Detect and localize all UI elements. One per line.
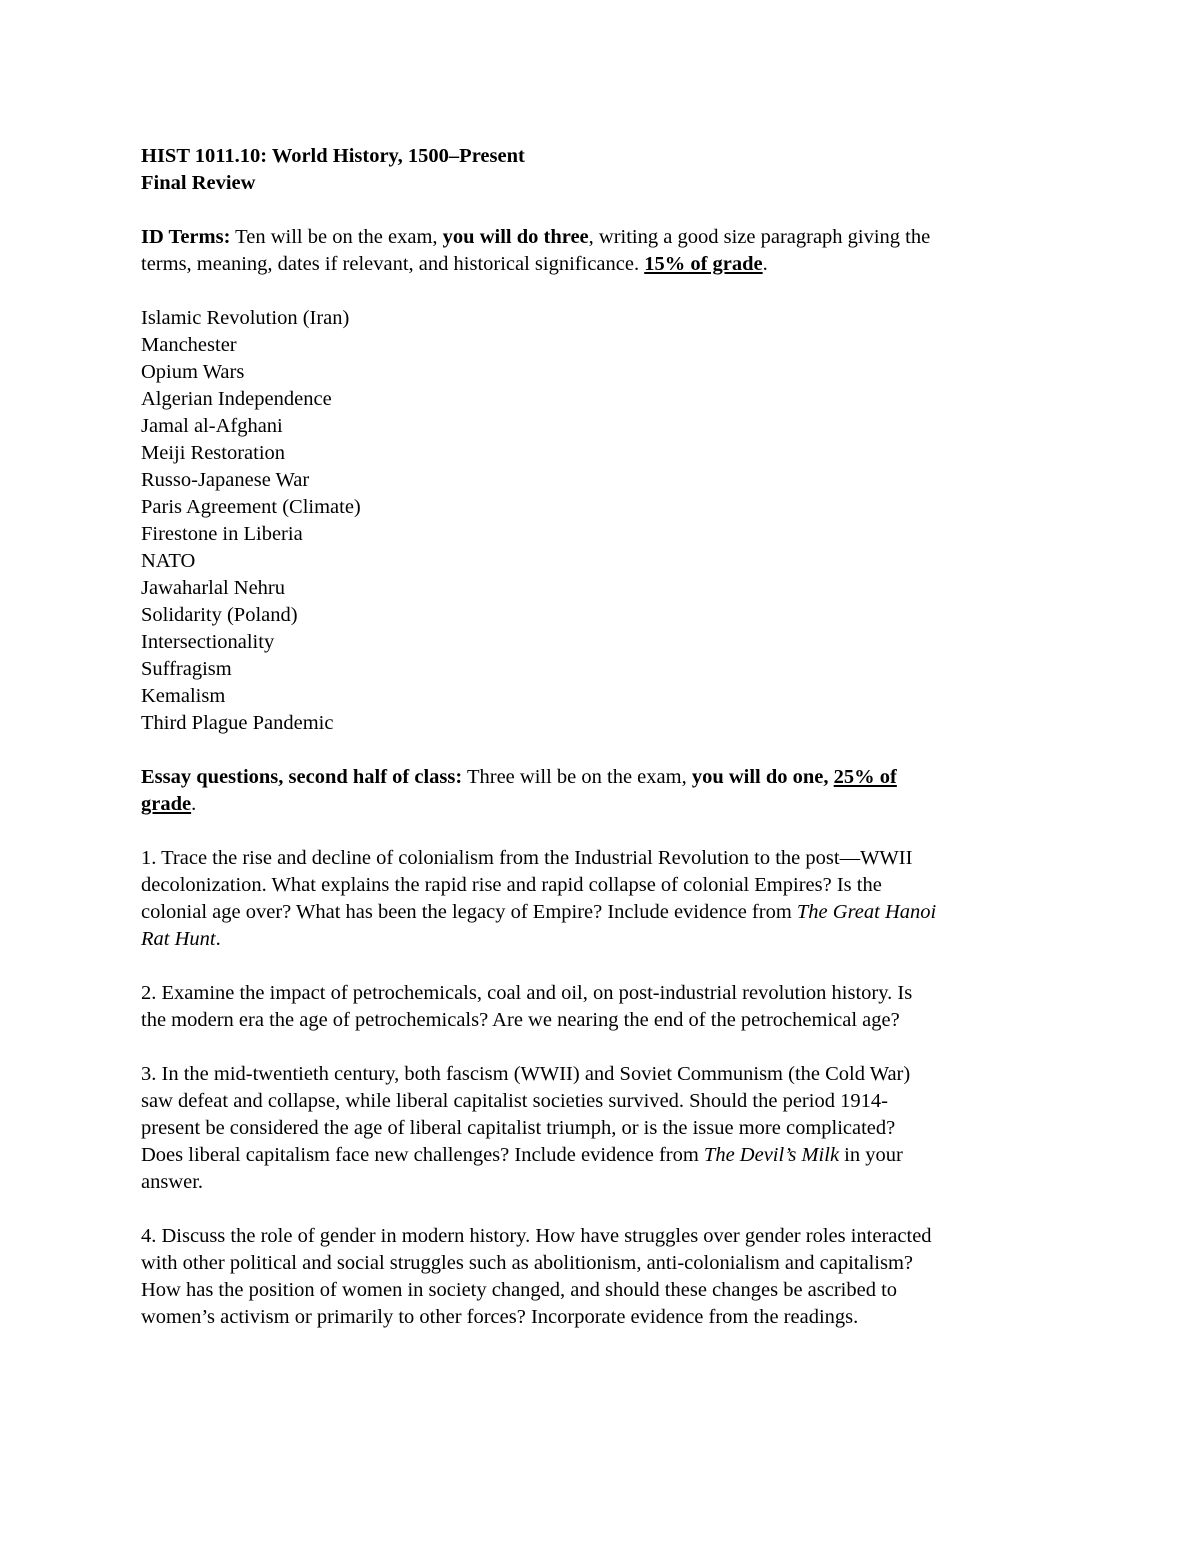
question-line: decolonization. What explains the rapid rise and rapid collapse of colonial Empires? Is the xyxy=(141,874,882,896)
document-content xyxy=(141,143,1061,1331)
book-title: The Devil’s Milk xyxy=(703,1144,840,1166)
spacer xyxy=(141,1196,1061,1223)
essay-question-3 xyxy=(141,1061,1061,1196)
list-item: Suffragism xyxy=(141,658,232,680)
id-terms-text-1: Ten will be on the exam, xyxy=(230,226,443,248)
id-terms-line-2: terms, meaning, dates if relevant, and historical significance. xyxy=(141,253,645,275)
question-line: women’s activism or primarily to other forces? Incorporate evidence from the readings. xyxy=(141,1306,859,1328)
question-line: colonial age over? What has been the legacy of Empire? Include evidence from xyxy=(141,901,797,923)
list-item: Manchester xyxy=(141,334,237,356)
id-terms-label: ID Terms: xyxy=(141,226,231,248)
list-item: Russo-Japanese War xyxy=(141,469,310,491)
spacer xyxy=(141,1034,1061,1061)
book-title: Rat Hunt xyxy=(141,928,216,950)
essay-question-1 xyxy=(141,845,1061,953)
question-line: How has the position of women in society changed, and should these changes be ascribed to xyxy=(141,1279,898,1301)
question-line-end: . xyxy=(215,928,221,950)
id-terms-text-2: , writing a good size paragraph giving the xyxy=(588,226,931,248)
spacer xyxy=(141,737,1061,764)
list-item: Meiji Restoration xyxy=(141,442,286,464)
question-line: the modern era the age of petrochemicals? Are we nearing the end of the petrochemical age? xyxy=(141,1009,900,1031)
question-line: 1. Trace the rise and decline of colonialism from the Industrial Revolution to the post—WWII xyxy=(141,847,913,869)
id-terms-grade: 15% of grade xyxy=(644,253,763,275)
id-terms-end: . xyxy=(762,253,768,275)
list-item: Firestone in Liberia xyxy=(141,523,303,545)
document-subtitle: Final Review xyxy=(141,172,256,194)
essay-end: . xyxy=(191,793,197,815)
essay-label: Essay questions, second half of class: xyxy=(141,766,463,788)
list-item: Third Plague Pandemic xyxy=(141,712,334,734)
list-item: Jamal al-Afghani xyxy=(141,415,283,437)
essay-question-4 xyxy=(141,1223,1061,1331)
list-item: Algerian Independence xyxy=(141,388,332,410)
question-line: 3. In the mid-twentieth century, both fascism (WWII) and Soviet Communism (the Cold War) xyxy=(141,1063,911,1085)
course-title: HIST 1011.10: World History, 1500–Present xyxy=(141,145,525,167)
list-item: NATO xyxy=(141,550,196,572)
id-terms-instructions xyxy=(141,224,1061,278)
essay-grade-part-1: 25% of xyxy=(833,766,897,788)
question-line: 4. Discuss the role of gender in modern history. How have struggles over gender roles interacted xyxy=(141,1225,932,1247)
list-item: Kemalism xyxy=(141,685,226,707)
question-line: saw defeat and collapse, while liberal capitalist societies survived. Should the period 1914- xyxy=(141,1090,888,1112)
list-item: Intersectionality xyxy=(141,631,275,653)
list-item: Paris Agreement (Climate) xyxy=(141,496,361,518)
list-item: Opium Wars xyxy=(141,361,245,383)
question-line: 2. Examine the impact of petrochemicals, coal and oil, on post-industrial revolution history. Is xyxy=(141,982,913,1004)
book-title: The Great Hanoi xyxy=(796,901,937,923)
id-terms-list xyxy=(141,305,1061,737)
essay-text-1: Three will be on the exam, xyxy=(462,766,692,788)
question-line: Does liberal capitalism face new challenges? Include evidence from xyxy=(141,1144,704,1166)
list-item: Jawaharlal Nehru xyxy=(141,577,286,599)
essay-instructions xyxy=(141,764,1061,818)
essay-grade-part-2: grade xyxy=(141,793,192,815)
essay-question-2 xyxy=(141,980,1061,1034)
spacer xyxy=(141,278,1061,305)
essay-bold-1: you will do one, xyxy=(691,766,829,788)
question-line: answer. xyxy=(141,1171,204,1193)
question-line: present be considered the age of liberal capitalist triumph, or is the issue more complicated? xyxy=(141,1117,896,1139)
list-item: Islamic Revolution (Iran) xyxy=(141,307,350,329)
question-line: with other political and social struggles such as abolitionism, anti-colonialism and capitalism? xyxy=(141,1252,914,1274)
spacer xyxy=(141,818,1061,845)
spacer xyxy=(141,197,1061,224)
id-terms-bold-1: you will do three xyxy=(442,226,589,248)
spacer xyxy=(141,953,1061,980)
list-item: Solidarity (Poland) xyxy=(141,604,298,626)
question-line-end: in your xyxy=(839,1144,903,1166)
